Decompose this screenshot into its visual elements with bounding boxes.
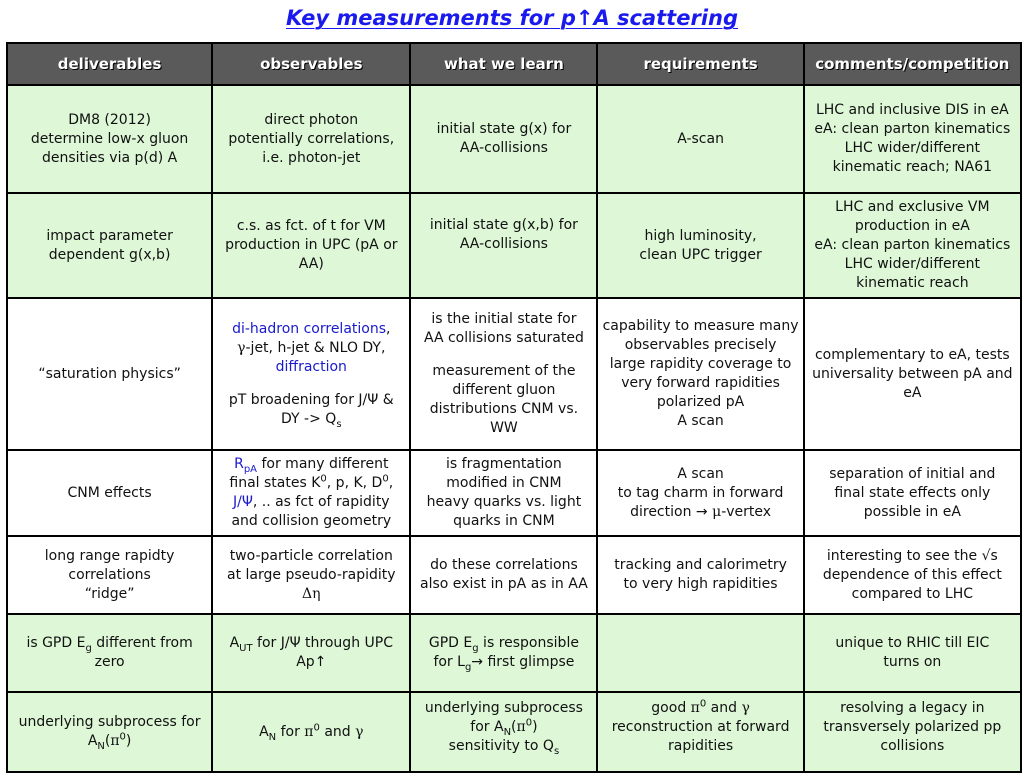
- header-requirements: requirements: [597, 43, 803, 85]
- cell-comment: separation of initial and final state effects only possible in eA: [804, 450, 1021, 536]
- cell-deliverable: “saturation physics”: [7, 298, 212, 450]
- cell-requirement: A scan to tag charm in forward direction → μ-vertex: [597, 450, 803, 536]
- table-row: [7, 193, 1021, 298]
- di-hadron-text: di-hadron correlations: [232, 320, 387, 337]
- table-row: [7, 85, 1021, 193]
- cell-comment: interesting to see the √s dependence of this effect compared to LHC: [804, 536, 1021, 614]
- cell-requirement: capability to measure many observables precisely large rapidity coverage to very forward rapidities polarized pA A scan: [597, 298, 803, 450]
- header-what-we-learn: what we learn: [410, 43, 597, 85]
- cell-observable: di-hadron correlations, γ-jet, h-jet & NLO DY, diffraction pT broadening for J/Ψ & DY -> $Q_s$: [212, 298, 410, 450]
- cell-deliverable: CNM effects: [7, 450, 212, 536]
- cell-deliverable: DM8 (2012) determine low-x gluon densities via p(d) A: [7, 85, 212, 193]
- cell-comment: resolving a legacy in transversely polarized pp collisions: [804, 692, 1021, 772]
- cell-requirement: tracking and calorimetry to very high rapidities: [597, 536, 803, 614]
- cell-what-we-learn: do these correlations also exist in pA as in AA: [410, 536, 597, 614]
- cell-deliverable: is GPD $E_g$ different from zero: [7, 614, 212, 692]
- cell-comment: complementary to eA, tests universality between pA and eA: [804, 298, 1021, 450]
- page-title: Key measurements for p↑A scattering: [285, 6, 739, 30]
- cell-observable: direct photon potentially correlations, i.e. photon-jet: [212, 85, 410, 193]
- cell-what-we-learn: initial state g(x) for AA-collisions: [410, 85, 597, 193]
- table-row: [7, 692, 1021, 772]
- cell-deliverable: underlying subprocess for $A_N(\pi^0)$: [7, 692, 212, 772]
- table-row: [7, 450, 1021, 536]
- measurements-table: [6, 42, 1022, 773]
- cell-comment: LHC and inclusive DIS in eA eA: clean parton kinematics LHC wider/different kinematic reach; NA61: [804, 85, 1021, 193]
- arrow-icon: →: [695, 503, 708, 520]
- header-deliverables: deliverables: [7, 43, 212, 85]
- cell-what-we-learn: underlying subprocess for $A_N(\pi^0)$ sensitivity to $Q_s$: [410, 692, 597, 772]
- cell-observable: $A_{UT}$ for J/Ψ through UPC Ap↑: [212, 614, 410, 692]
- cell-what-we-learn: initial state g(x,b) for AA-collisions: [410, 193, 597, 298]
- cell-observable: two-particle correlation at large pseudo-rapidity Δη: [212, 536, 410, 614]
- cell-deliverable: impact parameter dependent g(x,b): [7, 193, 212, 298]
- header-row: [7, 43, 1021, 85]
- arrow-icon: →: [471, 654, 484, 670]
- cell-requirement: A-scan: [597, 85, 803, 193]
- diffraction-text: diffraction: [275, 358, 347, 375]
- jpsi-text: J/Ψ: [232, 494, 253, 510]
- header-comments-competition: comments/competition: [804, 43, 1021, 85]
- cell-comment: LHC and exclusive VM production in eA eA: clean parton kinematics LHC wider/different kinematic reach: [804, 193, 1021, 298]
- cell-requirement: good $\pi^0$ and γ reconstruction at forward rapidities: [597, 692, 803, 772]
- cell-comment: unique to RHIC till EIC turns on: [804, 614, 1021, 692]
- cell-observable: $R_{pA}$ for many different final states $K^0$, p, K, $D^0$, J/Ψ, .. as fct of rapidity and collision geometry: [212, 450, 410, 536]
- cell-what-we-learn: is the initial state for AA collisions saturated measurement of the different gluon distributions CNM vs. WW: [410, 298, 597, 450]
- cell-requirement: [597, 614, 803, 692]
- table-row: [7, 614, 1021, 692]
- cell-what-we-learn: is fragmentation modified in CNM heavy quarks vs. light quarks in CNM: [410, 450, 597, 536]
- cell-requirement: high luminosity, clean UPC trigger: [597, 193, 803, 298]
- header-observables: observables: [212, 43, 410, 85]
- table-row: [7, 298, 1021, 450]
- cell-observable: c.s. as fct. of t for VM production in UPC (pA or AA): [212, 193, 410, 298]
- cell-deliverable: long range rapidty correlations “ridge”: [7, 536, 212, 614]
- cell-observable: $A_N$ for $\pi^0$ and γ: [212, 692, 410, 772]
- table-row: [7, 536, 1021, 614]
- cell-what-we-learn: GPD $E_g$ is responsible for $L_g\to$ first glimpse: [410, 614, 597, 692]
